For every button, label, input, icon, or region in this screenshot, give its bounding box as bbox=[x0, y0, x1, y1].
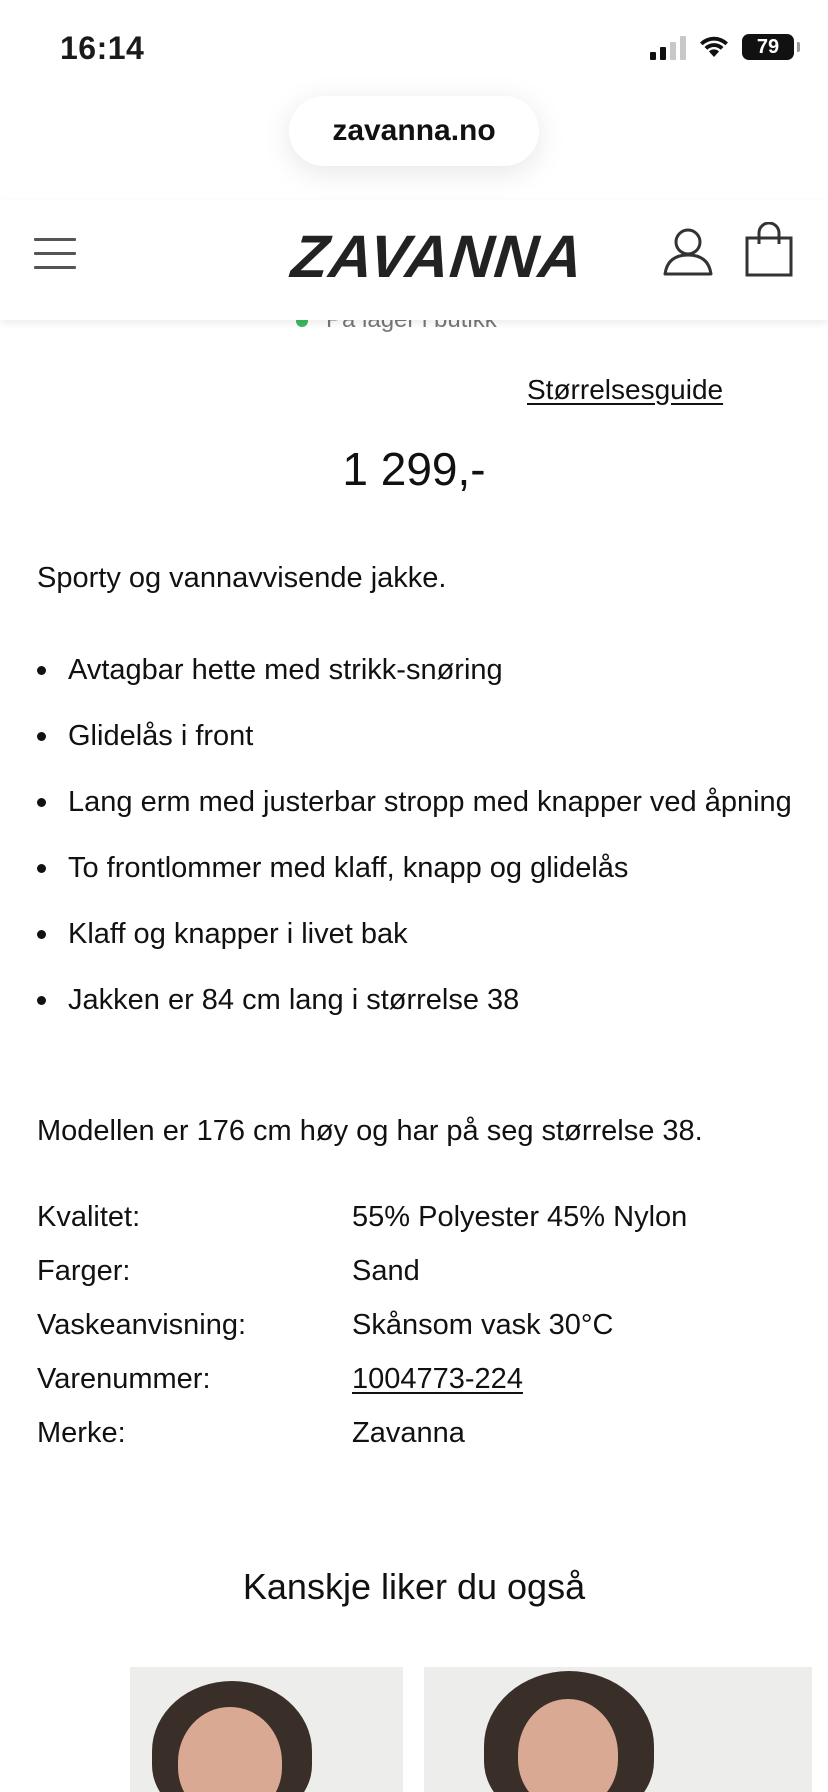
battery-level: 79 bbox=[756, 35, 780, 58]
feature-item: Klaff og knapper i livet bak bbox=[37, 909, 797, 959]
spec-row bbox=[37, 1406, 797, 1460]
product-card[interactable] bbox=[424, 1667, 812, 1792]
spec-row bbox=[37, 1298, 797, 1352]
spec-label: Farger: bbox=[37, 1254, 131, 1287]
recommendations-title: Kanskje liker du også bbox=[242, 1566, 586, 1607]
status-time: 16:14 bbox=[60, 30, 145, 66]
spec-row bbox=[37, 1190, 797, 1244]
feature-list bbox=[37, 645, 797, 1041]
feature-item: Avtagbar hette med strikk-snøring bbox=[37, 645, 797, 695]
spec-value: Sand bbox=[352, 1254, 420, 1287]
feature-item: To frontlommer med klaff, knapp og glidelås bbox=[37, 843, 797, 893]
address-bar[interactable] bbox=[289, 96, 539, 166]
site-header bbox=[0, 200, 828, 320]
spec-value-cell bbox=[352, 1352, 797, 1406]
feature-item: Glidelås i front bbox=[37, 711, 797, 761]
product-intro: Sporty og vannavvisende jakke. bbox=[37, 562, 447, 594]
menu-icon[interactable] bbox=[34, 238, 76, 272]
spec-value: Skånsom vask 30°C bbox=[352, 1308, 614, 1341]
status-bar bbox=[0, 0, 828, 96]
wifi-icon bbox=[698, 35, 730, 59]
cellular-signal-icon bbox=[650, 34, 686, 60]
feature-item: Lang erm med justerbar stropp med knapper ved åpning bbox=[37, 777, 797, 827]
product-card[interactable] bbox=[130, 1667, 403, 1792]
status-indicators bbox=[650, 34, 794, 60]
url-text: zavanna.no bbox=[332, 114, 496, 147]
spec-value: Zavanna bbox=[352, 1416, 465, 1449]
article-number-link[interactable]: 1004773-224 bbox=[352, 1362, 523, 1395]
spec-label: Kvalitet: bbox=[37, 1200, 141, 1233]
spec-label: Merke: bbox=[37, 1416, 126, 1449]
product-price: 1 299,- bbox=[342, 443, 486, 495]
site-logo[interactable]: ZAVANNA bbox=[288, 223, 587, 290]
size-guide-link[interactable]: Størrelsesguide bbox=[527, 374, 724, 405]
spec-label: Varenummer: bbox=[37, 1362, 211, 1395]
model-note: Modellen er 176 cm høy og har på seg størrelse 38. bbox=[37, 1115, 703, 1147]
account-icon[interactable] bbox=[662, 224, 714, 278]
spec-table bbox=[37, 1190, 797, 1460]
spec-value: 55% Polyester 45% Nylon bbox=[352, 1200, 688, 1233]
battery-icon bbox=[742, 34, 794, 60]
spec-row bbox=[37, 1352, 797, 1406]
shopping-bag-icon[interactable] bbox=[744, 222, 794, 278]
feature-item: Jakken er 84 cm lang i størrelse 38 bbox=[37, 975, 797, 1025]
spec-row bbox=[37, 1244, 797, 1298]
spec-label: Vaskeanvisning: bbox=[37, 1308, 247, 1341]
